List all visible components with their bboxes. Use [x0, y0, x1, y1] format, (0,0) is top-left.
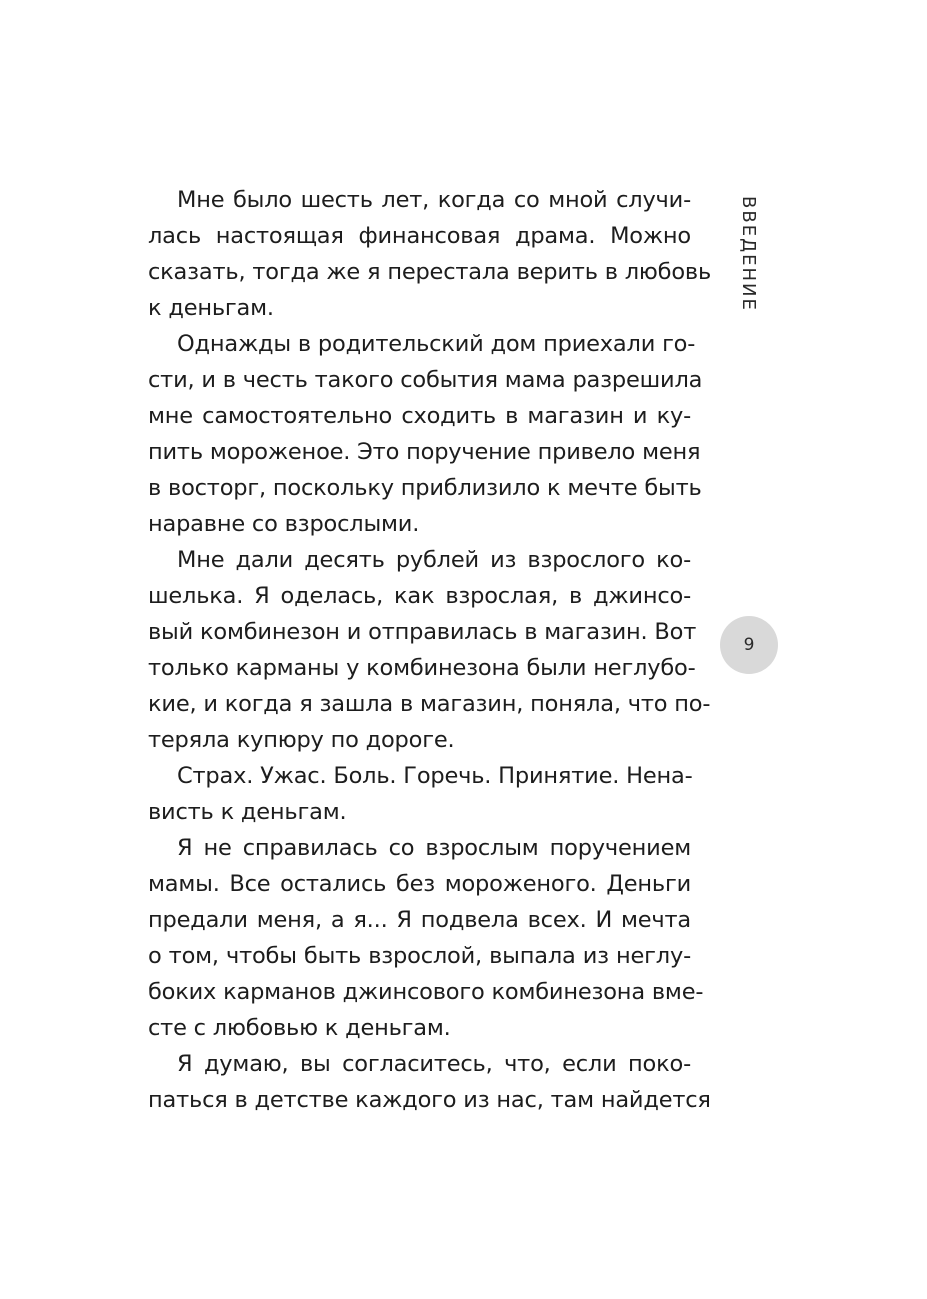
paragraph-2-line-3: мне самостоятельно сходить в магазин и ку- [148, 403, 691, 429]
paragraph-5-line-3: предали меня, а я... Я подвела всех. И мечта [148, 907, 691, 933]
paragraph-6-line-1: Я думаю, вы согласитесь, что, если поко- [177, 1051, 691, 1077]
paragraph-5-line-6: сте с любовью к деньгам. [148, 1015, 451, 1041]
paragraph-3-line-4: только карманы у комбинезона были неглубо- [148, 655, 696, 681]
paragraph-5-line-1: Я не справилась со взрослым поручением [177, 835, 691, 861]
page-number-badge [720, 616, 778, 674]
paragraph-3-line-6: теряла купюру по дороге. [148, 727, 455, 753]
paragraph-2-line-1: Однажды в родительский дом приехали го- [177, 331, 696, 357]
paragraph-3-line-3: вый комбинезон и отправилась в магазин. Вот [148, 619, 697, 645]
paragraph-1-line-2: лась настоящая финансовая драма. Можно [148, 223, 691, 249]
paragraph-4-line-2: висть к деньгам. [148, 799, 347, 825]
paragraph-6-line-2: паться в детстве каждого из нас, там найдется [148, 1087, 711, 1113]
paragraph-2-line-6: наравне со взрослыми. [148, 511, 420, 537]
paragraph-2-line-5: в восторг, поскольку приблизило к мечте быть [148, 475, 702, 501]
paragraph-5-line-5: боких карманов джинсового комбинезона вме- [148, 979, 704, 1005]
paragraph-3-line-1: Мне дали десять рублей из взрослого ко- [177, 547, 691, 573]
paragraph-3-line-2: шелька. Я оделась, как взрослая, в джинсо- [148, 583, 691, 609]
paragraph-5-line-2: мамы. Все остались без мороженого. Деньги [148, 871, 691, 897]
paragraph-3-line-5: кие, и когда я зашла в магазин, поняла, что по- [148, 691, 711, 717]
paragraph-1-line-4: к деньгам. [148, 295, 274, 321]
paragraph-2-line-4: пить мороженое. Это поручение привело меня [148, 439, 701, 465]
body-text [148, 182, 712, 1118]
paragraph-5-line-4: о том, чтобы быть взрослой, выпала из неглу- [148, 943, 691, 969]
page-number: 9 [743, 635, 755, 655]
paragraph-1-line-1: Мне было шесть лет, когда со мной случи- [177, 187, 691, 213]
paragraph-2-line-2: сти, и в честь такого события мама разрешила [148, 367, 703, 393]
section-title-vertical: ВВЕДЕНИЕ [738, 196, 759, 312]
paragraph-1-line-3: сказать, тогда же я перестала верить в любовь [148, 259, 712, 285]
paragraph-4-line-1: Страх. Ужас. Боль. Горечь. Принятие. Нена- [177, 763, 693, 789]
